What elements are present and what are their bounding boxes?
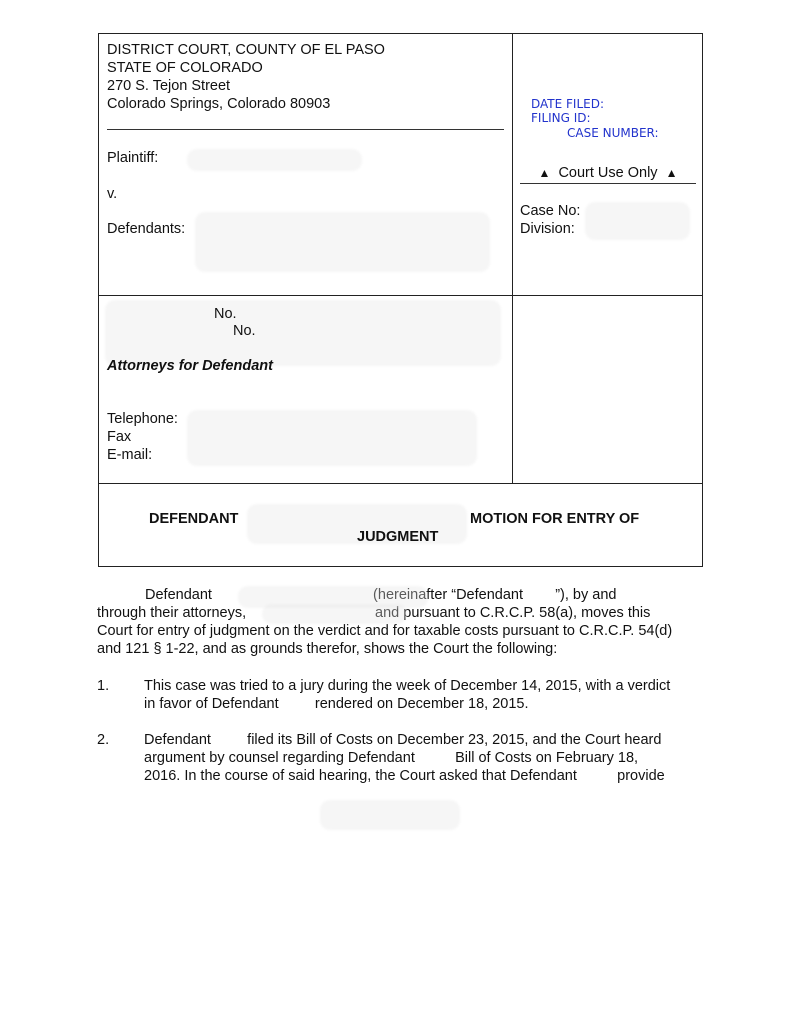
reg-no-1: No. (214, 306, 237, 322)
versus-label: v. (107, 186, 118, 202)
court-city: Colorado Springs, Colorado 80903 (107, 96, 331, 112)
title-judgment: JUDGMENT (357, 529, 439, 545)
court-separator (107, 129, 504, 130)
fax-label: Fax (107, 429, 132, 445)
redaction (585, 202, 690, 240)
court-state: STATE OF COLORADO (107, 60, 263, 76)
case-caption-box (98, 33, 703, 567)
title-motion: MOTION FOR ENTRY OF (470, 511, 640, 527)
redaction (195, 212, 490, 272)
redaction (320, 800, 460, 830)
intro-line-3: Court for entry of judgment on the verdict and for taxable costs pursuant to C.R.C.P. 54(d) (97, 623, 673, 639)
redaction (187, 410, 477, 466)
redaction (187, 149, 362, 171)
court-use-underline (520, 183, 696, 184)
title-defendant: DEFENDANT (149, 511, 239, 527)
redaction (262, 604, 407, 624)
division-label: Division: (520, 221, 575, 237)
stamp-case-number: CASE NUMBER: (567, 126, 659, 140)
triangle-up-icon: ▲ (665, 166, 678, 180)
item-2-line-1: Defendant filed its Bill of Costs on December 23, 2015, and the Court heard (144, 732, 662, 748)
defendants-label: Defendants: (107, 221, 186, 237)
court-name: DISTRICT COURT, COUNTY OF EL PASO (107, 42, 385, 58)
item-1-line-1: This case was tried to a jury during the week of December 14, 2015, with a verdict (144, 678, 671, 694)
court-use-label: Court Use Only (558, 165, 658, 181)
intro-line-1: Defendant (hereinafter “Defendant ”), by and (145, 587, 617, 603)
reg-no-2: No. (233, 323, 256, 339)
email-label: E-mail: (107, 447, 153, 463)
attorneys-label: Attorneys for Defendant (107, 358, 273, 374)
telephone-label: Telephone: (107, 411, 178, 427)
caption-divider-1 (99, 295, 702, 296)
item-number: 2. (97, 732, 110, 748)
intro-line-2: through their attorneys, and pursuant to C.R.C.P. 58(a), moves this (97, 605, 651, 621)
case-no-label: Case No: (520, 203, 581, 219)
item-1-line-2: in favor of Defendant rendered on December 18, 2015. (144, 696, 529, 712)
stamp-filing-id: FILING ID: (531, 111, 591, 125)
plaintiff-label: Plaintiff: (107, 150, 159, 166)
triangle-up-icon: ▲ (538, 166, 551, 180)
court-street: 270 S. Tejon Street (107, 78, 231, 94)
item-number: 1. (97, 678, 110, 694)
caption-vertical-divider (512, 34, 513, 483)
intro-line-4: and 121 § 1-22, and as grounds therefor, shows the Court the following: (97, 641, 558, 657)
court-use-only (520, 165, 696, 181)
caption-divider-2 (99, 483, 702, 484)
item-2-line-2: argument by counsel regarding Defendant Bill of Costs on February 18, (144, 750, 639, 766)
item-2-line-3: 2016. In the course of said hearing, the Court asked that Defendant provide (144, 768, 665, 784)
stamp-date-filed: DATE FILED: (531, 97, 605, 111)
